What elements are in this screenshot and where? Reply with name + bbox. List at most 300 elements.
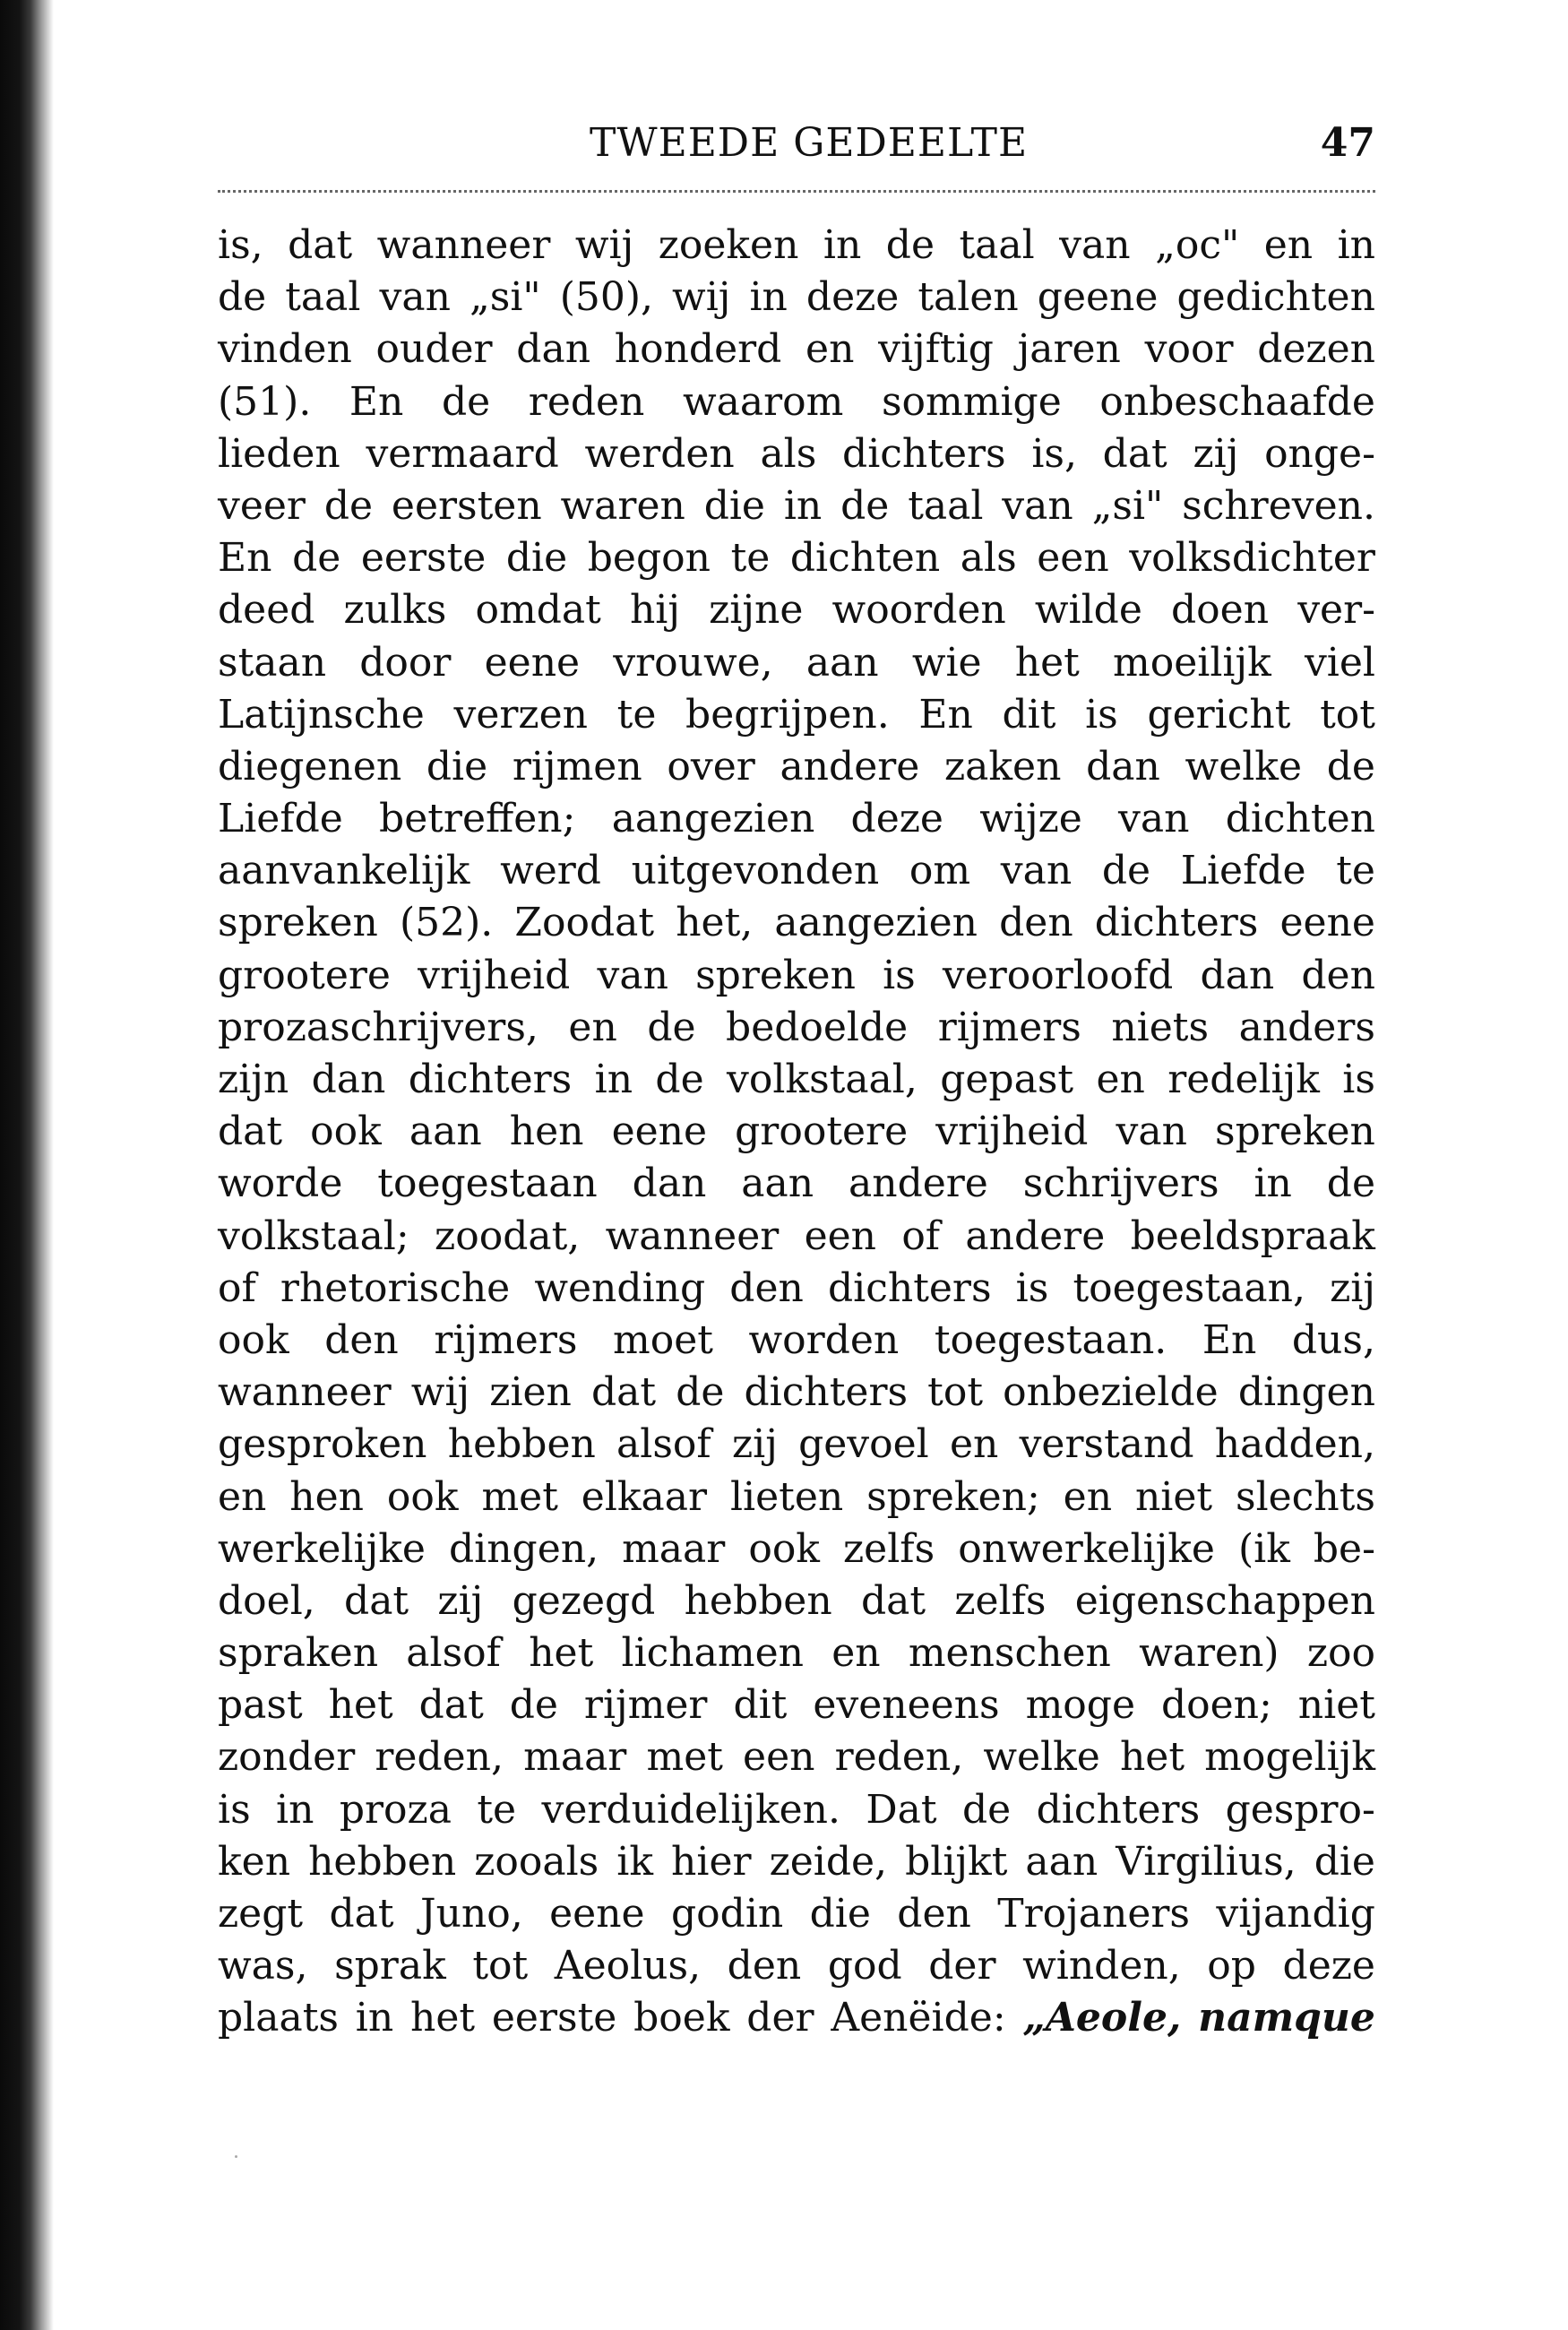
word: een [1037, 535, 1109, 582]
word: gezegd [512, 1577, 656, 1624]
word: de [1326, 743, 1375, 790]
word: dan [1086, 743, 1160, 790]
word: ouder [375, 326, 493, 373]
word: lichamen [621, 1630, 804, 1677]
text-line [218, 793, 1375, 845]
word: zoo [1306, 1630, 1375, 1677]
word: met [481, 1473, 558, 1520]
word: slechts [1235, 1473, 1375, 1520]
page-number: 47 [1320, 120, 1375, 166]
word: in [355, 1995, 394, 2041]
word: en [1096, 1057, 1145, 1102]
word: taal [285, 274, 361, 321]
word: zonder [218, 1734, 356, 1781]
word: elkaar [581, 1473, 708, 1520]
word: aangezien [774, 900, 978, 946]
word: ook [748, 1525, 820, 1572]
word: spreken; [866, 1473, 1040, 1520]
word: den [999, 900, 1073, 946]
word: den [324, 1316, 399, 1363]
word: dichters [1036, 1786, 1201, 1833]
text-line [218, 376, 1375, 428]
word: vinden [218, 326, 352, 373]
word: taal [959, 222, 1035, 268]
word: veroorloofd [942, 952, 1174, 998]
word: wending [534, 1264, 706, 1311]
word: (ik [1237, 1525, 1290, 1572]
word: dichten [1225, 796, 1375, 842]
text-line [218, 1054, 1375, 1106]
body-text [218, 220, 1375, 2045]
word: die [1314, 1838, 1375, 1885]
word: god [827, 1943, 902, 1989]
word: lieten [729, 1473, 844, 1520]
word: die [505, 535, 568, 582]
word: eene [484, 639, 581, 686]
word: spreken [695, 952, 856, 998]
word: En [1202, 1316, 1257, 1363]
text-line [218, 1367, 1375, 1419]
word: moeilijk [1113, 639, 1271, 686]
word: omdat [475, 587, 601, 634]
text-line [218, 480, 1375, 532]
word: op [1207, 1943, 1256, 1989]
word: volksdichter [1129, 535, 1375, 582]
word: volkstaal; [218, 1212, 409, 1259]
word: is [1085, 691, 1118, 738]
word: deed [218, 587, 315, 634]
word: en [1263, 222, 1314, 268]
word: eene [549, 1891, 645, 1937]
word: ver- [1297, 587, 1375, 634]
word: als [960, 535, 1017, 582]
word: ken [218, 1838, 291, 1885]
word: het [328, 1682, 393, 1729]
word: in [783, 482, 823, 529]
word: tot [927, 1369, 984, 1416]
word: toegestaan [377, 1161, 598, 1207]
word: de [218, 274, 267, 321]
word: die [426, 743, 488, 790]
word: van [597, 952, 668, 998]
word: gespro- [1225, 1786, 1375, 1833]
word: van [1059, 222, 1131, 268]
word: zeide, [769, 1838, 888, 1885]
word: en [1063, 1473, 1113, 1520]
word: doen [1171, 587, 1270, 634]
book-page [218, 116, 1375, 2045]
word: te [616, 691, 657, 738]
word: andere [780, 743, 920, 790]
word: hebben [308, 1838, 457, 1885]
word: „oc" [1155, 222, 1240, 268]
word: zien [489, 1369, 572, 1416]
word: en [831, 1630, 881, 1677]
word: dat [1102, 430, 1167, 477]
word: Trojaners [997, 1891, 1190, 1937]
text-line [218, 689, 1375, 741]
word: Aeolus, [554, 1943, 702, 1989]
word: schreven. [1182, 482, 1375, 529]
word: welke [983, 1734, 1100, 1781]
text-line [218, 1211, 1375, 1263]
word: dichters [827, 1264, 992, 1311]
paper-speck [235, 2155, 237, 2158]
word: gericht [1147, 691, 1291, 738]
word: maar [622, 1525, 726, 1572]
word: winden, [1022, 1943, 1181, 1989]
word: zij [1193, 430, 1239, 477]
word: lieden [218, 430, 340, 477]
word: hen [509, 1109, 584, 1155]
word: aan [409, 1109, 482, 1155]
word: wanneer [376, 222, 551, 268]
text-line [218, 428, 1375, 480]
word: om [909, 848, 971, 894]
word: zelfs [843, 1525, 935, 1572]
text-line [218, 1679, 1375, 1731]
word: reden, [375, 1734, 504, 1781]
word: viel [1304, 639, 1375, 686]
word: ook [386, 1473, 459, 1520]
word: die [809, 1891, 871, 1937]
word: redelijk [1167, 1057, 1320, 1102]
word: toegestaan, [1073, 1264, 1305, 1311]
word: eersten [391, 482, 542, 529]
word: vrouwe, [613, 639, 773, 686]
word: verstand [1019, 1421, 1194, 1468]
text-line [218, 1575, 1375, 1627]
word: be- [1313, 1525, 1375, 1572]
word: de [441, 378, 491, 425]
text-line [218, 324, 1375, 375]
word: werd [500, 848, 601, 894]
word: een [743, 1734, 815, 1781]
word: Virgilius, [1116, 1838, 1297, 1885]
word: zij [437, 1577, 484, 1624]
word: anders [1238, 1004, 1375, 1050]
word: En [349, 378, 404, 425]
word: in [749, 274, 788, 321]
word: staan [218, 639, 327, 686]
word: spreken [1215, 1109, 1375, 1155]
word: ik [616, 1838, 654, 1885]
word: worden [748, 1316, 900, 1363]
word: of [218, 1264, 256, 1311]
word: wilde [1034, 587, 1142, 634]
word: deze [1282, 1943, 1375, 1989]
word: hebben [447, 1421, 596, 1468]
text-line-last [218, 1992, 1375, 2044]
word: andere [849, 1161, 988, 1207]
word: verduidelijken. [541, 1786, 841, 1833]
word: van [1118, 796, 1190, 842]
text-line [218, 1315, 1375, 1367]
word: dan [1200, 952, 1275, 998]
word: zij [1330, 1264, 1375, 1311]
word: betreffen; [379, 796, 576, 842]
word: schrijvers [1022, 1161, 1219, 1207]
word: hebben [684, 1577, 832, 1624]
word: alsof [616, 1421, 711, 1468]
word: zaken [943, 743, 1062, 790]
word: dus, [1291, 1316, 1375, 1363]
word: eerste [360, 535, 487, 582]
word: welke [1185, 743, 1303, 790]
word: onwerkelijke [958, 1525, 1215, 1572]
word: van [379, 274, 451, 321]
word: dat [860, 1577, 926, 1624]
word: wijze [979, 796, 1082, 842]
word: gepast [940, 1057, 1074, 1102]
word: grootere [735, 1109, 909, 1155]
word: diegenen [218, 743, 402, 790]
word: dichten [789, 535, 941, 582]
word: toegestaan. [934, 1316, 1167, 1363]
word: aangezien [611, 796, 815, 842]
word: taal [908, 482, 984, 529]
word: zegt [218, 1891, 304, 1937]
word: rijmen [512, 743, 642, 790]
word: aan [1025, 1838, 1098, 1885]
word: het [1119, 1734, 1185, 1781]
word: prozaschrijvers, [218, 1004, 538, 1050]
word: dat [344, 1577, 409, 1624]
word: is [1342, 1057, 1375, 1102]
word: wie [911, 639, 982, 686]
word: in [1254, 1161, 1292, 1207]
word: rhetorische [280, 1264, 511, 1311]
word: hen [289, 1473, 364, 1520]
text-line [218, 637, 1375, 689]
word: (52). [399, 900, 494, 946]
word: blijkt [905, 1838, 1008, 1885]
word: „Aeole, [1022, 1995, 1182, 2041]
text-line [218, 741, 1375, 793]
word: „si" [469, 274, 541, 321]
word: eene [1279, 900, 1375, 946]
word: en [568, 1004, 617, 1050]
text-line [218, 897, 1375, 949]
word: dit [733, 1682, 788, 1729]
word: vijandig [1216, 1891, 1375, 1937]
word: wij [672, 274, 731, 321]
word: de [647, 1004, 696, 1050]
word: zoeken [658, 222, 799, 268]
word: grootere [218, 952, 391, 998]
word: Juno, [419, 1891, 523, 1937]
word: waren) [1139, 1630, 1279, 1677]
text-line [218, 1784, 1375, 1836]
word: begrijpen. [685, 691, 890, 738]
word: plaats [218, 1995, 339, 2041]
word: de [323, 482, 374, 529]
word: dat [288, 222, 353, 268]
word: in [594, 1057, 633, 1102]
word: den [727, 1943, 802, 1989]
word: het [529, 1630, 594, 1677]
word: wanneer [605, 1212, 780, 1259]
word: En [218, 535, 272, 582]
word: talen [918, 274, 1019, 321]
word: worde [218, 1161, 343, 1207]
text-line [218, 1106, 1375, 1158]
word: is [218, 1786, 251, 1833]
word: dichters [842, 430, 1006, 477]
word: zoodat, [435, 1212, 581, 1259]
word: de [655, 1057, 704, 1102]
word: sommige [881, 378, 1062, 425]
word: de [1326, 1161, 1375, 1207]
word: dingen [1237, 1369, 1375, 1416]
word: hier [671, 1838, 752, 1885]
word: Zoodat [514, 900, 655, 946]
word: niet [1297, 1682, 1375, 1729]
word: rijmers [937, 1004, 1081, 1050]
word: wij [574, 222, 634, 268]
word: mogelijk [1204, 1734, 1375, 1781]
word: is, [1031, 430, 1077, 477]
word: eigenschappen [1074, 1577, 1375, 1624]
word: eveneens [813, 1682, 1000, 1729]
word: werden [584, 430, 735, 477]
text-line [218, 532, 1375, 584]
text-line [218, 1419, 1375, 1471]
word: maar [523, 1734, 627, 1781]
word: gedichten [1176, 274, 1375, 321]
word: verzen [453, 691, 588, 738]
word: met [646, 1734, 723, 1781]
word: door [359, 639, 452, 686]
word: aan [741, 1161, 814, 1207]
word: waarom [683, 378, 844, 425]
running-head [218, 116, 1375, 170]
word: Liefde [218, 796, 343, 842]
text-line [218, 1002, 1375, 1054]
word: deze [806, 274, 900, 321]
word: geene [1037, 274, 1159, 321]
word: tot [1320, 691, 1375, 738]
text-line [218, 1731, 1375, 1783]
word: uitgevonden [631, 848, 880, 894]
word: dan [311, 1057, 386, 1102]
running-title: TWEEDE GEDEELTE [590, 120, 1029, 166]
word: spraken [218, 1630, 379, 1677]
word: deze [850, 796, 943, 842]
word: tot [472, 1943, 529, 1989]
word: (51). [218, 378, 312, 425]
word: den [897, 1891, 971, 1937]
word: waren [560, 482, 685, 529]
word: dichters [744, 1369, 909, 1416]
word: het [1014, 639, 1080, 686]
word: vermaard [366, 430, 559, 477]
word: beeldspraak [1130, 1212, 1375, 1259]
word: zijn [218, 1057, 289, 1102]
word: Dat [866, 1786, 937, 1833]
word: bedoelde [726, 1004, 909, 1050]
word: der [746, 1995, 814, 2041]
word: sprak [334, 1943, 446, 1989]
word: in [823, 222, 862, 268]
word: de [676, 1369, 725, 1416]
word: godin [671, 1891, 784, 1937]
word: over [667, 743, 755, 790]
word: doel, [218, 1577, 315, 1624]
word: is, [218, 222, 263, 268]
word: ook [218, 1316, 289, 1363]
word: die [703, 482, 765, 529]
word: volkstaal, [726, 1057, 918, 1102]
word: namque [1198, 1995, 1375, 2041]
text-line [218, 220, 1375, 272]
word: dichters [408, 1057, 573, 1102]
word: hij [629, 587, 680, 634]
word: dat [218, 1109, 283, 1155]
word: niet [1134, 1473, 1213, 1520]
word: vrijheid [418, 952, 571, 998]
word: zelfs [954, 1577, 1047, 1624]
word: niets [1111, 1004, 1210, 1050]
word: vijftig [878, 326, 994, 373]
word: reden, [834, 1734, 964, 1781]
word: dezen [1257, 326, 1375, 373]
word: proza [339, 1786, 452, 1833]
word: of [901, 1212, 941, 1259]
word: is [883, 952, 916, 998]
word: alsof [406, 1630, 501, 1677]
word: het [410, 1995, 476, 2041]
text-line [218, 1836, 1375, 1888]
word: andere [965, 1212, 1106, 1259]
word: den [1301, 952, 1375, 998]
word: te [477, 1786, 517, 1833]
word: Aenëide: [831, 1995, 1006, 2041]
book-binding-shadow [0, 0, 54, 2330]
word: gevoel [798, 1421, 929, 1468]
word: der [928, 1943, 996, 1989]
word: voor [1144, 326, 1234, 373]
word: dat [591, 1369, 657, 1416]
word: begon [587, 535, 711, 582]
word: dan [516, 326, 591, 373]
word: dan [632, 1161, 707, 1207]
word: ook [310, 1109, 382, 1155]
word: is [1015, 1264, 1049, 1311]
word: dat [418, 1682, 484, 1729]
text-line [218, 1888, 1375, 1940]
word: (50), [559, 274, 653, 321]
word: in [1337, 222, 1375, 268]
word: wij [410, 1369, 470, 1416]
word: reden [528, 378, 645, 425]
word: woorden [831, 587, 1006, 634]
word: de [1101, 848, 1151, 894]
word: hadden, [1214, 1421, 1375, 1468]
word: aanvankelijk [218, 848, 470, 894]
word: gesproken [218, 1421, 427, 1468]
word: veer [218, 482, 306, 529]
word: Liefde [1180, 848, 1306, 894]
word: van [1116, 1109, 1187, 1155]
word: spreken [218, 900, 378, 946]
word: en [806, 326, 855, 373]
word: past [218, 1682, 303, 1729]
word: honderd [614, 326, 782, 373]
word: zijne [709, 587, 804, 634]
word: rijmer [583, 1682, 708, 1729]
word: onge- [1264, 430, 1375, 477]
